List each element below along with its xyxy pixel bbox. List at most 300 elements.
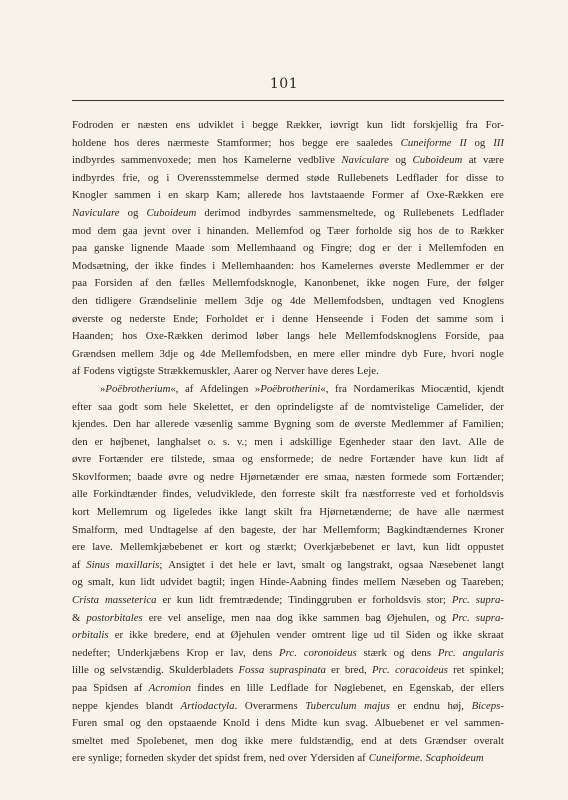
word: Mellemfoden <box>428 242 487 255</box>
text-line <box>72 504 504 522</box>
word: Mellemfodsknogle, <box>212 277 297 290</box>
word: af <box>184 382 194 395</box>
word: deres <box>136 136 160 149</box>
word: den <box>146 717 163 730</box>
word: Forside, <box>445 330 481 343</box>
word: postorbitales <box>86 611 143 624</box>
word: skarp <box>185 189 209 202</box>
word: i <box>212 259 216 272</box>
word: Cuneiforme <box>400 136 452 149</box>
word: tilstede, <box>171 453 206 466</box>
word: hos <box>114 136 130 149</box>
word: Fodens <box>83 365 115 378</box>
word: skraat <box>478 629 504 642</box>
word: løber <box>256 330 279 343</box>
word: Ledflader <box>396 171 439 184</box>
word: Naviculare <box>72 206 120 219</box>
word: de <box>493 435 504 448</box>
word: forreste <box>282 488 316 501</box>
word: holdene <box>72 136 107 149</box>
text-line <box>72 715 504 733</box>
word: tidligere <box>95 294 132 307</box>
word: lige <box>351 629 368 642</box>
word: sig <box>398 224 412 237</box>
text-line <box>72 645 504 663</box>
word: blandt <box>145 699 173 712</box>
word: For- <box>485 119 504 131</box>
word: findes <box>179 259 207 272</box>
word: ere <box>150 453 164 466</box>
word: hos <box>417 224 433 237</box>
word: Mellemform; <box>322 523 381 536</box>
word: paa <box>72 277 87 290</box>
word: er <box>162 594 171 607</box>
word: i <box>210 558 214 571</box>
word: forholdsvis <box>372 594 421 607</box>
text-line <box>72 698 504 716</box>
word: Biceps- <box>471 699 504 712</box>
word: Tæer <box>327 224 350 237</box>
word: i <box>166 171 170 184</box>
word: hele <box>168 400 187 413</box>
word: langt <box>482 558 504 571</box>
word: det <box>198 752 212 765</box>
word: høj, <box>447 699 464 712</box>
word: som <box>144 400 163 413</box>
word: nærmeste <box>167 136 209 149</box>
word: derimod <box>211 330 248 343</box>
word: dermed <box>266 171 299 184</box>
text-line <box>72 399 504 417</box>
text-line <box>72 750 504 768</box>
word: Medlemmer <box>390 418 444 431</box>
word: naa <box>255 611 271 624</box>
word: er <box>94 435 104 448</box>
word: Tindinggruben <box>288 594 352 607</box>
word: adskillige <box>289 435 332 448</box>
word: vender <box>276 629 306 642</box>
word: Maade <box>175 242 205 255</box>
word: den <box>419 435 436 448</box>
word: disse <box>466 171 488 184</box>
word: næsten <box>355 470 385 483</box>
word: sammen- <box>464 717 504 730</box>
word: kjendt <box>477 382 504 395</box>
word: den <box>254 400 271 413</box>
word: bageste, <box>240 523 276 536</box>
word: Nøglebenet, <box>333 682 387 694</box>
word: mere <box>313 347 335 360</box>
word: neppe <box>72 699 98 712</box>
word: nogle <box>479 347 504 360</box>
word: jevnt <box>143 224 166 237</box>
word: at <box>216 629 225 642</box>
word: og <box>110 312 122 325</box>
word: er <box>255 312 264 325</box>
word: Nerver <box>274 365 305 378</box>
word: dog <box>359 242 376 255</box>
word: ikke <box>244 734 264 747</box>
word: ere <box>335 136 349 149</box>
word: Cuboideum <box>412 154 463 167</box>
word: fremtrædende; <box>219 594 283 607</box>
word: Foden <box>381 312 409 325</box>
word: synlige; <box>88 752 123 765</box>
word: supraspinata <box>269 664 326 677</box>
word: fra <box>334 382 347 395</box>
word: Tuberculum <box>305 699 357 712</box>
word: kun <box>366 119 383 131</box>
word: ned <box>269 752 285 765</box>
word: den <box>218 523 235 536</box>
word: to <box>455 224 464 237</box>
word: Forholdet <box>205 312 248 325</box>
word: spidst <box>214 752 241 765</box>
word: men <box>197 154 217 167</box>
word: Kanonbenet, <box>304 277 360 290</box>
word: smaa <box>212 453 235 466</box>
word: hos <box>300 259 316 272</box>
word: Fingre; <box>320 242 353 255</box>
word: samme <box>237 418 269 431</box>
word: Øjehulen, <box>386 611 430 624</box>
word: dens <box>265 717 286 730</box>
word: til <box>390 629 400 642</box>
word: men <box>194 734 214 747</box>
word: af <box>134 682 143 694</box>
word: bagtil; <box>197 576 226 589</box>
word: lidt <box>390 119 406 131</box>
word: forholde <box>355 224 393 237</box>
word: Mellemfod <box>255 224 304 237</box>
word: og <box>330 558 342 571</box>
word: de <box>321 453 332 466</box>
word: Prc. <box>371 664 390 677</box>
word: lavt, <box>396 541 416 554</box>
word: kun <box>176 594 193 607</box>
word: som <box>211 242 230 255</box>
word: er <box>114 629 124 642</box>
text-line <box>72 434 504 452</box>
word: smeltet <box>72 734 104 747</box>
word: Strækkemuskler, <box>157 365 231 378</box>
word: lille <box>246 682 264 694</box>
word: at <box>468 154 477 167</box>
word: Taareben; <box>461 576 504 589</box>
word: over <box>171 224 192 237</box>
word: denne <box>282 312 309 325</box>
text-line <box>72 240 504 258</box>
word: for <box>314 682 328 694</box>
word: Rækker <box>470 224 504 237</box>
word: en <box>493 242 504 255</box>
word: og <box>474 136 486 149</box>
word: er <box>397 699 406 712</box>
word: nomtvistelige <box>371 400 430 413</box>
word: veludviklede, <box>196 488 256 501</box>
word: ikke <box>154 259 174 272</box>
word: Sinus <box>86 558 110 571</box>
word: langt <box>244 506 267 519</box>
word: næstforreste <box>362 488 416 501</box>
text-line <box>72 275 504 293</box>
word: hele <box>318 330 337 343</box>
word: Haanden; <box>72 330 114 343</box>
word: supra- <box>475 594 504 607</box>
word: Oxe-Rækken <box>426 189 484 202</box>
word: Cuneiforme. <box>368 752 423 765</box>
word: Miocæntid, <box>421 382 471 395</box>
word: Mellemhaanden: <box>221 259 295 272</box>
word: og <box>384 206 395 219</box>
text-line <box>72 223 504 241</box>
word: Leje. <box>356 365 379 378</box>
word: sammen <box>323 611 360 624</box>
word: være <box>482 154 504 167</box>
text-line <box>72 733 504 751</box>
word: Overkjæbebenet <box>303 541 375 554</box>
word: lidt <box>198 594 214 607</box>
word: skilt <box>320 488 340 501</box>
word: Prc. <box>279 646 297 659</box>
word: Hjørnetænder <box>239 470 300 483</box>
word: forholdsvis <box>455 488 504 501</box>
word: med <box>110 734 130 747</box>
word: og <box>260 365 272 378</box>
word: mellem <box>204 294 238 307</box>
word: supra- <box>475 611 504 624</box>
word: og <box>183 347 195 360</box>
word: indbyrdes <box>72 154 115 167</box>
word: af <box>339 400 349 413</box>
word: saaledes <box>356 136 393 149</box>
word: Fodroden <box>72 119 114 131</box>
word: næsten <box>137 119 168 131</box>
word: dens <box>411 646 432 659</box>
text-line <box>72 557 504 575</box>
word: er <box>262 558 271 571</box>
word: end <box>361 734 377 747</box>
word: smal <box>103 717 124 730</box>
word: ret <box>453 664 465 677</box>
word: smalt, <box>87 576 115 589</box>
word: er <box>357 594 367 607</box>
word: sammenvoxede; <box>121 154 192 167</box>
word: Cuboideum <box>146 206 197 219</box>
word: er <box>215 646 224 659</box>
word: en <box>297 347 308 360</box>
word: i <box>241 119 245 131</box>
word: Smalform, <box>72 523 118 536</box>
word: bag <box>365 611 381 624</box>
word: & <box>72 611 81 624</box>
word: bred, <box>344 664 367 677</box>
word: findes <box>331 576 359 589</box>
word: Aarer <box>233 365 258 378</box>
word: dog <box>276 611 293 624</box>
word: nedre <box>210 470 235 483</box>
word: lidt <box>140 576 155 589</box>
word: en <box>230 682 241 694</box>
word: orbitalis <box>72 629 109 642</box>
word: Skovlformen; <box>72 470 132 483</box>
word: dog <box>221 734 238 747</box>
text-line <box>72 258 504 276</box>
word: 4de <box>200 347 216 360</box>
word: i <box>418 242 422 255</box>
word: som <box>475 312 494 325</box>
word: dyb <box>401 347 418 360</box>
word: Knoglens <box>462 294 504 307</box>
word: indbyrdes <box>72 171 115 184</box>
word: og <box>147 171 159 184</box>
word: Knogler <box>72 189 108 202</box>
word: Nordamerikas <box>353 382 415 395</box>
body-text <box>72 117 504 768</box>
word: i <box>500 312 504 325</box>
word: end <box>195 629 211 642</box>
word: oprindeligste <box>276 400 334 413</box>
word: iøvrigt <box>329 119 359 131</box>
word: hinanden. <box>206 224 250 237</box>
page-number: 101 <box>269 76 299 92</box>
word: som <box>432 470 451 483</box>
word: ensformede; <box>260 453 314 466</box>
word: Scaphoideum <box>425 752 484 765</box>
word: lavtstaaende <box>311 189 365 202</box>
word: Spidsen <box>93 682 128 694</box>
word: Hinde-Aabning <box>259 576 327 589</box>
text-line <box>72 680 504 698</box>
word: ikke <box>219 506 238 519</box>
word: Mellemhaand <box>236 242 296 255</box>
word: som <box>316 418 335 431</box>
word: at <box>384 734 393 747</box>
word: forskjellig <box>413 119 458 131</box>
word: og <box>155 506 166 519</box>
word: mere <box>270 734 293 747</box>
word: hvori <box>451 347 475 360</box>
word: og <box>72 576 83 589</box>
text-line <box>72 469 504 487</box>
word: ud <box>373 629 385 642</box>
word: men <box>254 435 273 448</box>
word: Underkjæbens <box>117 646 180 659</box>
word: kun <box>119 576 136 589</box>
word: Alle <box>468 435 487 448</box>
word: øvre <box>72 453 92 466</box>
word: sammen <box>114 189 151 202</box>
text-line <box>72 117 504 135</box>
word: Grændsen <box>72 347 116 360</box>
word: har <box>302 523 317 536</box>
word: over <box>287 752 307 765</box>
word: baade <box>137 470 163 483</box>
word: begge <box>252 119 279 131</box>
word: spinkel; <box>469 664 504 677</box>
word: den <box>155 277 172 290</box>
word: og <box>242 453 253 466</box>
word: Henseende <box>315 312 364 325</box>
text-line <box>72 610 504 628</box>
word: nærmest <box>467 506 504 519</box>
word: Midte <box>291 717 318 730</box>
word: Grændselinie <box>139 294 197 307</box>
word: Mellemfodsben, <box>221 347 292 360</box>
word: majus <box>364 699 390 712</box>
word: er <box>381 541 390 554</box>
word: Kamelerne <box>243 154 292 167</box>
word: ikke <box>129 629 148 642</box>
word: Fortænder <box>370 453 415 466</box>
word: lidt <box>445 541 461 554</box>
word: Skelettet, <box>193 400 234 413</box>
word: Rullebenets <box>402 206 454 219</box>
word: og <box>249 541 261 554</box>
word: er <box>382 242 391 255</box>
word: er <box>430 717 439 730</box>
word: men <box>231 611 250 624</box>
word: Egenskab, <box>409 682 454 694</box>
word: Øjehulen <box>230 629 271 642</box>
word: kort <box>72 506 90 519</box>
word: vigtigste <box>117 365 155 378</box>
word: frie, <box>122 171 141 184</box>
word: er <box>331 664 340 677</box>
text-line <box>72 574 504 592</box>
word: og <box>94 664 105 677</box>
word: overalt <box>473 734 504 747</box>
word: stor; <box>426 594 446 607</box>
word: nedre <box>338 453 363 466</box>
word: Mellemfodsben, <box>313 294 384 307</box>
word: findes <box>197 682 224 694</box>
word: der <box>134 259 149 272</box>
word: i <box>157 189 161 202</box>
header-rule <box>72 100 504 101</box>
word: have <box>422 453 443 466</box>
word: og <box>303 242 314 255</box>
word: og <box>127 206 139 219</box>
word: stærk <box>363 646 387 659</box>
word: Krop <box>186 646 209 659</box>
text-line <box>72 592 504 610</box>
word: Knold <box>222 717 250 730</box>
word: Grændser <box>424 734 467 747</box>
word: kun <box>449 453 467 466</box>
word: af <box>357 752 366 765</box>
word: to <box>495 171 504 184</box>
word: det <box>219 558 233 571</box>
paragraph <box>72 117 504 381</box>
word: Fure, <box>426 277 450 290</box>
word: Acromion <box>148 682 191 694</box>
word: der <box>490 400 504 413</box>
text-line <box>72 328 504 346</box>
word: der <box>397 242 412 255</box>
word: den <box>72 435 88 448</box>
word: ingen <box>230 576 255 589</box>
word: der <box>456 277 471 290</box>
word: de <box>438 224 450 237</box>
word: forneden <box>125 752 164 765</box>
word: og <box>393 646 405 659</box>
word: »Poëbrotherini«, <box>254 382 329 395</box>
word: endnu <box>413 699 440 712</box>
text-line <box>72 170 504 188</box>
word: ved <box>439 294 455 307</box>
word: væsenlig <box>194 418 233 431</box>
